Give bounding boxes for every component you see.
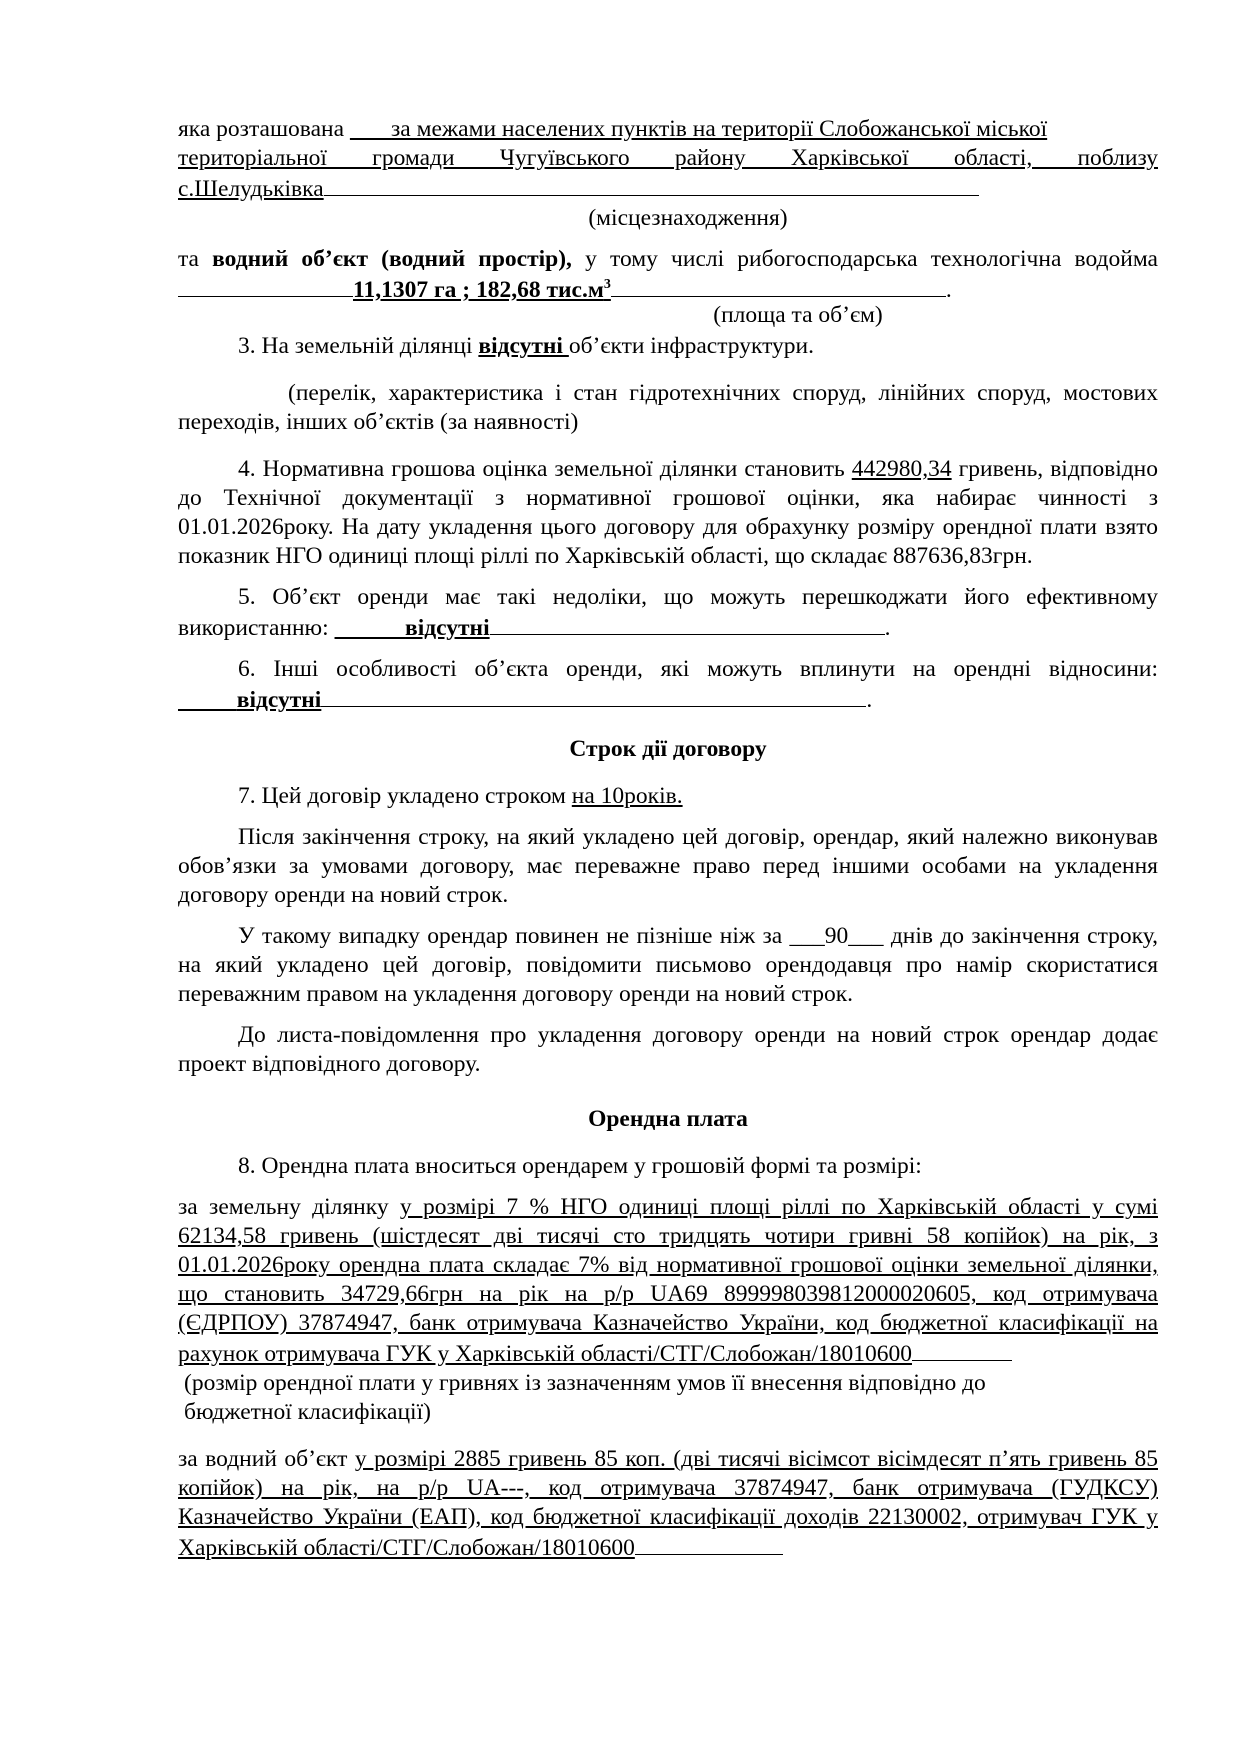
location-line3: с.Шелудьківка [178,173,1158,204]
location-paragraph [178,115,1158,144]
paragraph-notice: У такому випадку орендар повинен не пізніше ніж за ___90___ днів до закінчення строку, на який укладено цей договір, повідомити письмово орендодавця про намір скористатися переважним правом на укладення договору оренди на новий строк. [178,923,1158,1007]
water-bold: водний об’єкт (водний простір), [212,246,572,272]
paragraph-7: 7. Цей договір укладено строком на 10років. [238,783,683,809]
section-heading-rent: Орендна плата [588,1106,748,1132]
land-rent-paragraph: за земельну ділянку у розмірі 7 % НГО одиниці площі ріллі по Харківській області у сумі 62134,58 гривень (шістдесят дві тисячі сто тридцять чотири гривні 58 копійок) на рік, з 01.01.2026року орендна плата складає 7% від нормативної грошової оцінки земельної ділянки, що становить 34729,66грн на рік на р/р UA69 899998039812000020605, код отримувача (ЄДРПОУ) 37874947, банк отримувача Казначейство України, код бюджетної класифікації на рахунок отримувача ГУК у Харківській області/СТГ/Слобожан/18010600 [178,1194,1158,1367]
document-page [178,115,1158,1563]
location-text: за межами населених пунктів на території Слобожанської міської [391,116,1048,142]
section-heading-term: Строк дії договору [569,736,767,762]
p3-note: (перелік, характеристика і стан гідротехнічних споруд, лінійних споруд, мостових переходів, інших об’єктів (за наявності) [178,380,1158,435]
term-value: на 10років. [571,783,683,809]
paragraph-8: 8. Орендна плата вноситься орендарем у грошовій формі та розмірі: [238,1153,922,1179]
location-prefix: яка розташована [178,116,345,142]
water-rent-value: у розмірі 2885 гривень 85 коп. (дві тисячі вісімсот вісімдесят п’ять гривень 85 копійок) на рік, на р/р UA---, код отримувача 37874947, банк отримувача (ГУДКСУ) Казначейство України (ЕАП), код бюджетної класифікації доходів 22130002, отримувач ГУК у Харківській області/СТГ/Слобожан/18010600 [178,1446,1158,1561]
paragraph-5: 5. Об’єкт оренди має такі недоліки, що можуть перешкоджати його ефективному використанню: відсутні . [178,584,1158,641]
location-caption: (місцезнаходження) [588,205,788,231]
water-area-line: 11,1307 га ; 182,68 $тис.м^3$ . [178,274,1158,305]
paragraph-3: 3. На земельній ділянці відсутні об’єкти інфраструктури. [238,333,814,359]
paragraph-6: 6. Інші особливості об’єкта оренди, які можуть вплинути на орендні відносини: відсутні . [236,656,1158,713]
p4-value: 442980,34 [851,456,952,482]
water-caption: (площа та об’єм) [713,302,883,328]
fill-line [324,173,979,196]
p3-value: відсутні [478,333,569,359]
paragraph-letter: До листа-повідомлення про укладення договору оренди на новий строк орендар додає проект відповідного договору. [178,1022,1158,1077]
water-area: 11,1307 га ; 182,68 $тис.м^3$ [353,277,611,303]
notice-days: ___90___ [789,923,884,949]
location-line2: територіальної громади Чугуївського району Харківської області, поблизу [178,145,1158,171]
p5-value: відсутні [405,615,490,641]
paragraph-after-term: Після закінчення строку, на який укладено цей договір, орендар, який належно виконував обов’язки за умовами договору, має переважне право перед іншими особами на укладення договору оренди на новий строк. [178,824,1158,908]
water-paragraph: та водний об’єкт (водний простір), у тому числі рибогосподарська технологічна водойма [178,246,1158,272]
land-rent-caption: (розмір орендної плати у гривнях із зазначенням умов її внесення відповідно до бюджетної класифікації) [184,1370,986,1425]
p6-value: відсутні [236,687,322,713]
land-rent-value: у розмірі 7 % НГО одиниці площі ріллі по Харківській області у сумі 62134,58 гривень (шістдесят дві тисячі сто тридцять чотири гривні 58 копійок) на рік, з 01.01.2026року орендна плата складає 7% від нормативної грошової оцінки земельної ділянки, що становить 34729,66грн на рік на р/р UA69 899998039812000020605, код отримувача (ЄДРПОУ) 37874947, банк отримувача Казначейство України, код бюджетної класифікації на рахунок отримувача ГУК у Харківській області/СТГ/Слобожан/18010600 [178,1194,1158,1367]
water-rent-paragraph: за водний об’єкт у розмірі 2885 гривень 85 коп. (дві тисячі вісімсот вісімдесят п’ять гривень 85 копійок) на рік, на р/р UA---, код отримувача 37874947, банк отримувача (ГУДКСУ) Казначейство України (ЕАП), код бюджетної класифікації доходів 22130002, отримувач ГУК у Харківській області/СТГ/Слобожан/18010600 [178,1446,1158,1561]
paragraph-4: 4. Нормативна грошова оцінка земельної ділянки становить 442980,34 гривень, відповідно до Технічної документації з нормативної грошової оцінки, яка набирає чинності з 01.01.2026року. На дату укладення цього договору для обрахунку розміру орендної плати взято показник НГО одиниці площі ріллі по Харківській області, що складає 887636,83грн. [178,456,1159,569]
